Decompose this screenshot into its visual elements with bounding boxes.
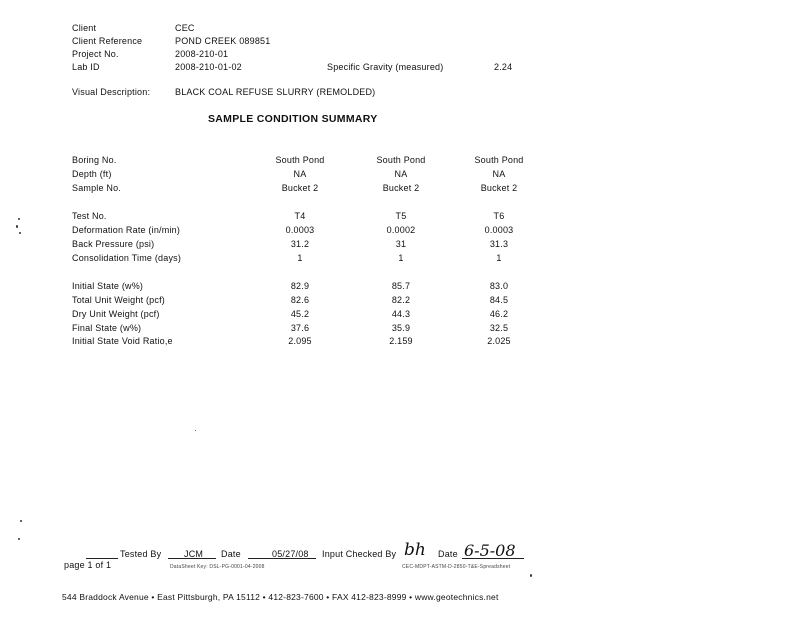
page-title: SAMPLE CONDITION SUMMARY xyxy=(208,113,378,125)
table-cell: 1 xyxy=(297,253,303,263)
row-label: Consolidation Time (days) xyxy=(72,253,182,263)
table-cell: T5 xyxy=(395,211,407,221)
specific-gravity-value: 2.24 xyxy=(494,62,513,72)
scan-mark xyxy=(19,232,21,234)
scan-mark xyxy=(18,538,20,540)
table-cell: 2.159 xyxy=(389,336,413,346)
table-cell: Bucket 2 xyxy=(480,183,518,193)
table-cell: 84.5 xyxy=(489,295,509,305)
project-no-label: Project No. xyxy=(72,49,119,59)
row-label: Deformation Rate (in/min) xyxy=(72,225,181,235)
table-cell: 0.0003 xyxy=(285,225,315,235)
row-label: Boring No. xyxy=(72,155,117,165)
date-value: 05/27/08 xyxy=(272,549,309,559)
date2-label: Date xyxy=(438,549,458,559)
page-number: page 1 of 1 xyxy=(64,560,112,570)
table-cell: 0.0003 xyxy=(484,225,514,235)
client-reference-label: Client Reference xyxy=(72,36,143,46)
visual-description-value: BLACK COAL REFUSE SLURRY (REMOLDED) xyxy=(175,87,376,97)
row-label: Final State (w%) xyxy=(72,323,142,333)
row-label: Total Unit Weight (pcf) xyxy=(72,295,165,305)
table-cell: T6 xyxy=(493,211,505,221)
lab-id-value: 2008-210-01-02 xyxy=(175,62,242,72)
table-cell: 45.2 xyxy=(290,309,310,319)
client-reference-value: POND CREEK 089851 xyxy=(175,36,271,46)
scan-mark xyxy=(16,225,18,228)
table-cell: 46.2 xyxy=(489,309,509,319)
row-label: Initial State (w%) xyxy=(72,281,144,291)
tested-by-value: JCM xyxy=(184,549,204,559)
table-cell: Bucket 2 xyxy=(281,183,319,193)
table-cell: 85.7 xyxy=(391,281,411,291)
table-cell: 1 xyxy=(398,253,404,263)
table-cell: 2.025 xyxy=(487,336,511,346)
row-label: Initial State Void Ratio,e xyxy=(72,336,173,346)
table-cell: 1 xyxy=(496,253,502,263)
table-cell: South Pond xyxy=(474,155,524,165)
scan-mark xyxy=(195,430,196,431)
table-cell: 44.3 xyxy=(391,309,411,319)
row-label: Test No. xyxy=(72,211,107,221)
table-cell: 37.6 xyxy=(290,323,310,333)
table-cell: 31 xyxy=(395,239,407,249)
date-label: Date xyxy=(221,549,241,559)
row-label: Depth (ft) xyxy=(72,169,112,179)
table-cell: NA xyxy=(293,169,307,179)
row-label: Dry Unit Weight (pcf) xyxy=(72,309,160,319)
table-cell: 82.2 xyxy=(391,295,411,305)
company-address: 544 Braddock Avenue • East Pittsburgh, PA 15112 • 412-823-7600 • FAX 412-823-8999 • www.geotechnics.net xyxy=(62,592,499,602)
table-cell: South Pond xyxy=(275,155,325,165)
date2-value: 6-5-08 xyxy=(464,541,516,560)
table-cell: 83.0 xyxy=(489,281,509,291)
table-cell: NA xyxy=(492,169,506,179)
table-cell: 82.9 xyxy=(290,281,310,291)
tested-by-label: Tested By xyxy=(120,549,162,559)
table-cell: 32.5 xyxy=(489,323,509,333)
table-cell: 2.095 xyxy=(288,336,312,346)
project-no-value: 2008-210-01 xyxy=(175,49,229,59)
lab-id-label: Lab ID xyxy=(72,62,100,72)
table-cell: 31.2 xyxy=(290,239,310,249)
table-cell: 35.9 xyxy=(391,323,411,333)
row-label: Back Pressure (psi) xyxy=(72,239,155,249)
table-cell: South Pond xyxy=(376,155,426,165)
table-cell: 31.3 xyxy=(489,239,509,249)
table-cell: Bucket 2 xyxy=(382,183,420,193)
table-cell: 0.0002 xyxy=(386,225,416,235)
input-checked-initials: bh xyxy=(404,540,426,560)
scan-mark xyxy=(530,574,532,577)
row-label: Sample No. xyxy=(72,183,122,193)
table-cell: T4 xyxy=(294,211,306,221)
spreadsheet-id: CEC-MDPT-ASTM-D-2850-T&E-Spreadsheet xyxy=(402,564,511,570)
data-sheet-key: DataSheet Key: DSL-PG-0001-04-2008 xyxy=(170,564,265,570)
client-value: CEC xyxy=(175,23,195,33)
input-checked-label: Input Checked By xyxy=(322,549,397,559)
specific-gravity-label: Specific Gravity (measured) xyxy=(327,62,444,72)
client-label: Client xyxy=(72,23,97,33)
visual-description-label: Visual Description: xyxy=(72,87,151,97)
scan-mark xyxy=(20,520,22,522)
signature-line xyxy=(86,558,118,559)
table-cell: NA xyxy=(394,169,408,179)
scan-mark xyxy=(18,218,20,220)
table-cell: 82.6 xyxy=(290,295,310,305)
